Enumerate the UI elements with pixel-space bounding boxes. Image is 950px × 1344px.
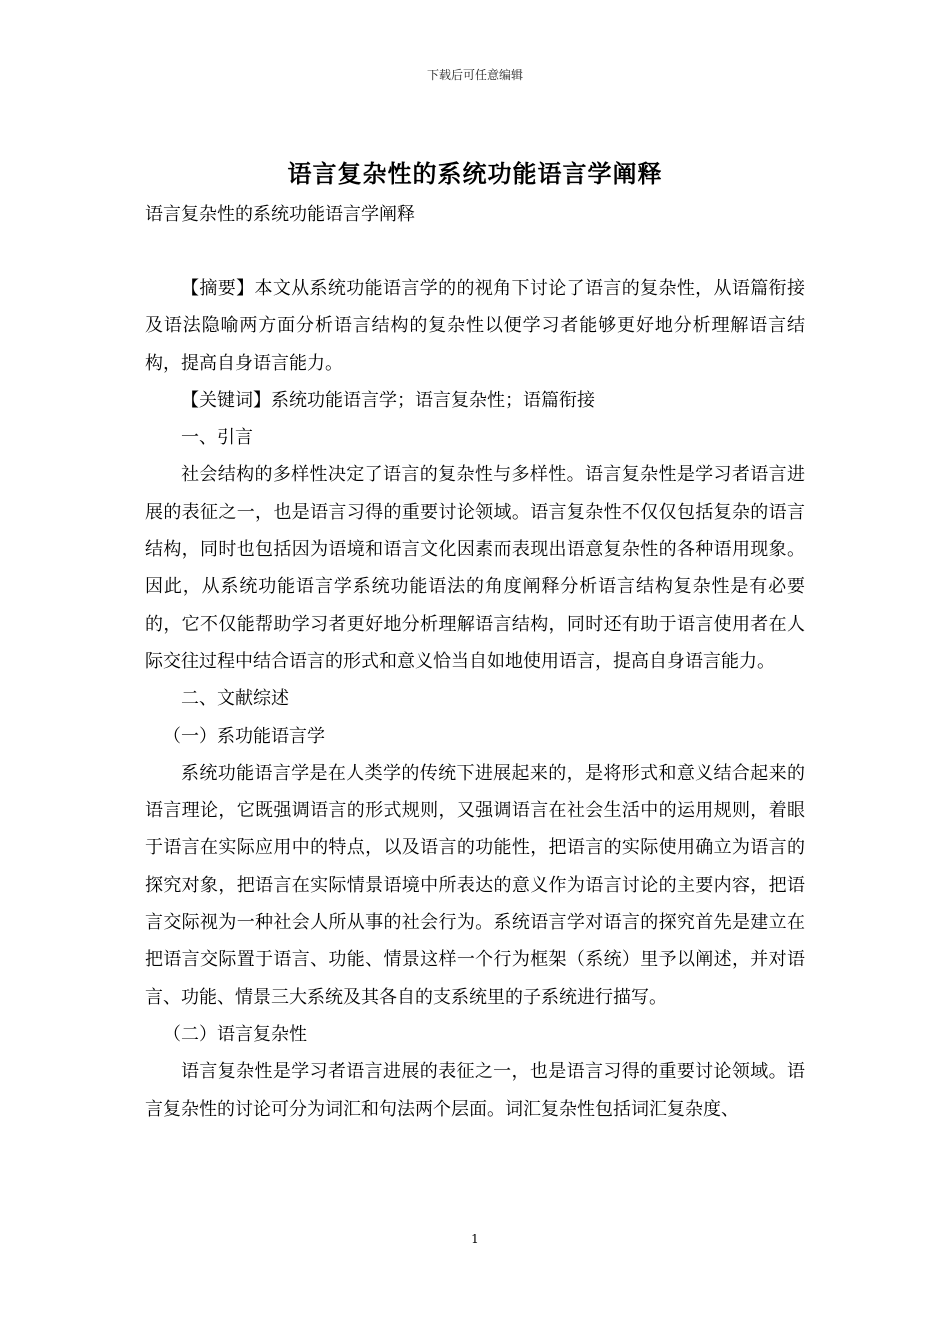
document-title: 语言复杂性的系统功能语言学阐释 bbox=[287, 159, 663, 188]
subsection-heading-complexity: （二）语言复杂性 bbox=[163, 1023, 307, 1045]
page-number: 1 bbox=[471, 1232, 479, 1246]
sfl-paragraph: 系统功能语言学是在人类学的传统下进展起来的，是将形式和意义结合起来的语言理论，它既强调语言的形式规则，又强调语言在社会生活中的运用规则，着眼于语言在实际应用中的特点，以及语言的功能性，把语言的实际使用确立为语言的探究对象，把语言在实际情景语境中所表达的意义作为语言讨论的主要内容，把语言交际视为一种社会人所从事的社会行为。系统语言学对语言的探究首先是建立在把语言交际置于语言、功能、情景这样一个行为框架（系统）里予以阐述，并对语言、功能、情景三大系统及其各自的支系统里的子系统进行描写。 bbox=[145, 762, 805, 1008]
keywords-paragraph: 【关键词】系统功能语言学；语言复杂性；语篇衔接 bbox=[181, 389, 595, 411]
document-subtitle: 语言复杂性的系统功能语言学阐释 bbox=[145, 204, 415, 225]
document-body bbox=[145, 270, 805, 1128]
page-header: 下载后可任意编辑 bbox=[426, 68, 523, 82]
section-heading-literature-review: 二、文献综述 bbox=[181, 688, 289, 710]
complexity-paragraph: 语言复杂性是学习者语言进展的表征之一，也是语言习得的重要讨论领域。语言复杂性的讨论可分为词汇和句法两个层面。词汇复杂性包括词汇复杂度、 bbox=[145, 1061, 805, 1120]
introduction-paragraph: 社会结构的多样性决定了语言的复杂性与多样性。语言复杂性是学习者语言进展的表征之一，也是语言习得的重要讨论领域。语言复杂性不仅仅包括复杂的语言结构，同时也包括因为语境和语言文化因素而表现出语意复杂性的各种语用现象。因此，从系统功能语言学系统功能语法的角度阐释分析语言结构复杂性是有必要的，它不仅能帮助学习者更好地分析理解语言结构，同时还有助于语言使用者在人际交往过程中结合语言的形式和意义恰当自如地使用语言，提高自身语言能力。 bbox=[145, 464, 805, 672]
abstract-paragraph: 【摘要】本文从系统功能语言学的的视角下讨论了语言的复杂性，从语篇衔接及语法隐喻两方面分析语言结构的复杂性以便学习者能够更好地分析理解语言结构，提高自身语言能力。 bbox=[145, 278, 805, 374]
subsection-heading-sfl: （一）系功能语言学 bbox=[163, 725, 325, 747]
section-heading-introduction: 一、引言 bbox=[181, 427, 253, 449]
